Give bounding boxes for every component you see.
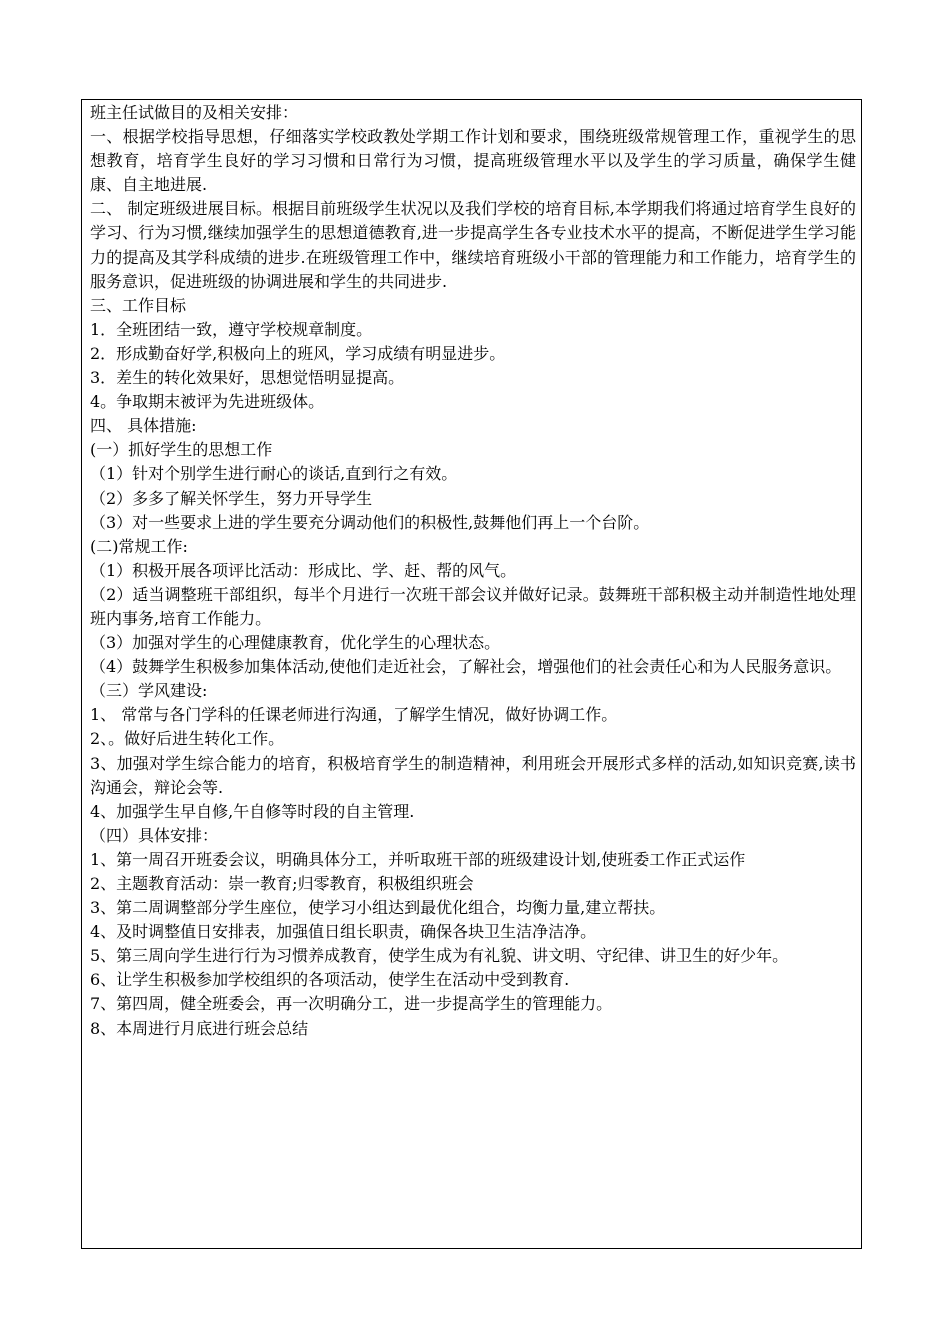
list-item: 2、。做好后进生转化工作。	[90, 729, 285, 749]
list-item: 1、 常常与各门学科的任课老师进行沟通，了解学生情况，做好协调工作。	[90, 705, 618, 725]
section-heading-measures: 四、 具体措施:	[90, 416, 197, 436]
document-title: 班主任试做目的及相关安排：	[90, 103, 299, 122]
list-item: 3、第二周调整部分学生座位，使学习小组达到最优化组合，均衡力量,建立帮扶。	[90, 898, 666, 918]
subsection-heading: （三）学风建设:	[90, 681, 208, 701]
list-item: 6、让学生积极参加学校组织的各项活动，使学生在活动中受到教育.	[90, 970, 570, 990]
goal-item: 3．差生的转化效果好，思想觉悟明显提高。	[90, 368, 405, 388]
list-item: （3）对一些要求上进的学生要充分调动他们的积极性,鼓舞他们再上一个台阶。	[90, 512, 650, 532]
list-item: 8、本周进行月底进行班会总结	[90, 1018, 309, 1038]
list-item: 7、第四周，健全班委会，再一次明确分工，进一步提高学生的管理能力。	[90, 994, 613, 1014]
list-item: （2）多多了解关怀学生，努力开导学生	[90, 488, 373, 508]
section-heading-goals: 三、工作目标	[90, 295, 187, 315]
list-item: （1）积极开展各项评比活动：形成比、学、赶、帮的风气。	[90, 560, 517, 580]
list-item: （1）针对个别学生进行耐心的谈话,直到行之有效。	[90, 464, 458, 484]
paragraph-2: 二、 制定班级进展目标。根据目前班级学生状况以及我们学校的培育目标,本学期我们将通过培育学生良好的学习、行为习惯,继续加强学生的思想道德教育,进一步提高学生各专业技术水平的提高，不断促进学生学习能力的提高及其学科成绩的进步.在班级管理工作中，继续培育班级小干部的管理能力和工作能力，培育学生的服务意识，促进班级的协调进展和学生的共同进步.	[90, 199, 856, 291]
list-item: 4、加强学生早自修,午自修等时段的自主管理.	[90, 801, 415, 821]
subsection-heading: (一）抓好学生的思想工作	[90, 440, 273, 460]
list-item: （4）鼓舞学生积极参加集体活动,使他们走近社会，了解社会，增强他们的社会责任心和为人民服务意识。	[90, 657, 842, 677]
paragraph-1: 一、根据学校指导思想，仔细落实学校政教处学期工作计划和要求，围绕班级常规管理工作，重视学生的思想教育，培育学生良好的学习习惯和日常行为习惯，提高班级管理水平以及学生的学习质量，确保学生健康、自主地进展.	[90, 127, 856, 195]
list-item: 1、第一周召开班委会议，明确具体分工，并听取班干部的班级建设计划,使班委工作正式运作	[90, 849, 746, 869]
list-item: （3）加强对学生的心理健康教育，优化学生的心理状态。	[90, 633, 501, 653]
subsection-heading: （四）具体安排：	[90, 825, 219, 845]
list-item: 3、加强对学生综合能力的培育，积极培育学生的制造精神，利用班会开展形式多样的活动,如知识竞赛,读书沟通会，辩论会等.	[90, 753, 856, 797]
list-item: 2、主题教育活动：崇一教育;归零教育，积极组织班会	[90, 874, 474, 893]
list-item: （2）适当调整班干部组织，每半个月进行一次班干部会议并做好记录。鼓舞班干部积极主动并制造性地处理班内事务,培育工作能力。	[90, 584, 856, 628]
list-item: 5、第三周向学生进行行为习惯养成教育，使学生成为有礼貌、讲文明、守纪律、讲卫生的好少年。	[90, 946, 789, 966]
document-body	[90, 101, 856, 1041]
goal-item: 4。争取期末被评为先进班级体。	[90, 392, 325, 412]
goal-item: 1．全班团结一致，遵守学校规章制度。	[90, 319, 373, 339]
goal-item: 2．形成勤奋好学,积极向上的班风，学习成绩有明显进步。	[90, 343, 506, 363]
list-item: 4、及时调整值日安排表，加强值日组长职责，确保各块卫生洁净洁净。	[90, 922, 597, 942]
subsection-heading: (二)常规工作:	[90, 536, 188, 556]
